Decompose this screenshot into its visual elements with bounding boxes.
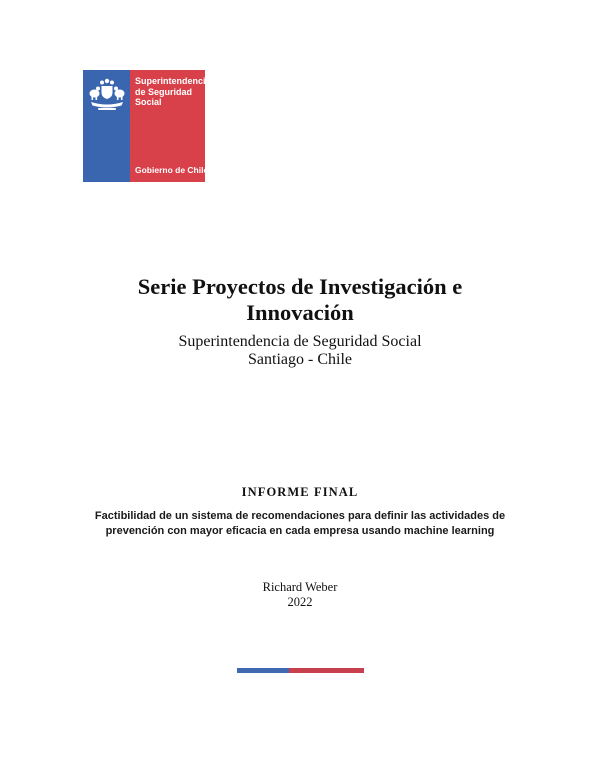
logo-org-text: Superintendencia de Seguridad Social bbox=[135, 76, 211, 107]
footer-color-bar bbox=[237, 668, 364, 673]
subtitle-org: Superintendencia de Seguridad Social bbox=[178, 333, 422, 350]
footer-bar-red-segment bbox=[289, 668, 364, 673]
page-title-line-1: Serie Proyectos de Investigación e bbox=[137, 274, 463, 299]
logo-red-panel bbox=[130, 70, 211, 182]
logo-gov-text: Gobierno de Chile bbox=[135, 165, 209, 175]
title-block bbox=[0, 274, 600, 369]
chile-coat-of-arms-icon bbox=[87, 78, 127, 112]
logo-blue-panel bbox=[83, 70, 130, 182]
report-description: Factibilidad de un sistema de recomendaciones para definir las actividades de prevención con mayor eficacia en cada empresa usando machine learning bbox=[94, 510, 506, 537]
page-subtitle bbox=[0, 333, 600, 369]
author-block bbox=[0, 580, 600, 609]
sso-logo bbox=[83, 70, 211, 182]
author-name: Richard Weber bbox=[262, 580, 338, 594]
page-title-line-2: Innovación bbox=[246, 300, 354, 325]
footer-bar-blue-segment bbox=[237, 668, 289, 673]
subtitle-location: Santiago - Chile bbox=[248, 351, 352, 368]
publication-year: 2022 bbox=[287, 594, 313, 609]
page-title bbox=[0, 274, 600, 326]
report-heading: INFORME FINAL bbox=[241, 485, 359, 499]
